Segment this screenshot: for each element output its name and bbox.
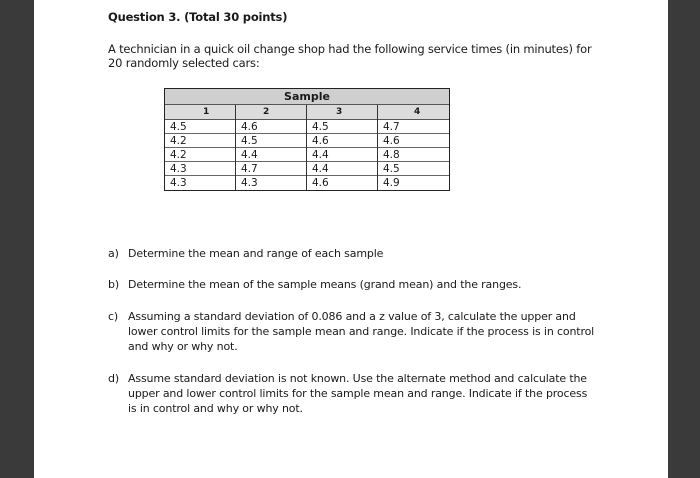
table-cell: 4.7 bbox=[236, 162, 306, 176]
part-text: Determine the mean of the sample means (grand mean) and the ranges. bbox=[128, 278, 522, 291]
part-label: d) bbox=[108, 372, 119, 385]
part-label: a) bbox=[108, 247, 119, 260]
part-text: Determine the mean and range of each sample bbox=[128, 247, 384, 260]
table-cell: 4.2 bbox=[165, 148, 235, 162]
table-cell: 4.9 bbox=[383, 177, 400, 189]
sample-header-label: Sample bbox=[284, 90, 330, 103]
part-d bbox=[108, 371, 596, 417]
part-b bbox=[108, 277, 596, 292]
left-dark-border bbox=[0, 0, 34, 478]
table-cell: 4.6 bbox=[312, 177, 329, 189]
question-intro: A technician in a quick oil change shop had the following service times (in minutes) for 20 randomly selected cars: bbox=[108, 42, 592, 70]
table-cell: 4.6 bbox=[307, 134, 377, 148]
part-c bbox=[108, 309, 596, 355]
table-sample-header bbox=[165, 89, 449, 105]
column-header: 4 bbox=[378, 105, 449, 120]
table-cell: 4.4 bbox=[307, 148, 377, 162]
sample-column-2 bbox=[236, 105, 307, 190]
table-cell: 4.8 bbox=[378, 148, 449, 162]
right-dark-border bbox=[668, 0, 700, 478]
table-cell: 4.5 bbox=[236, 134, 306, 148]
table-cell: 4.2 bbox=[165, 134, 235, 148]
table-cell: 4.3 bbox=[165, 162, 235, 176]
table-cell: 4.6 bbox=[378, 134, 449, 148]
service-times-table bbox=[164, 88, 450, 191]
part-text: Assume standard deviation is not known. Use the alternate method and calculate the upper and lower control limits for the sample mean and range. Indicate if the process is in control and why or why not. bbox=[128, 372, 588, 415]
table-cell: 4.5 bbox=[378, 162, 449, 176]
part-label: b) bbox=[108, 278, 119, 291]
part-label: c) bbox=[108, 310, 119, 323]
sample-column-4 bbox=[378, 105, 449, 190]
column-header: 3 bbox=[307, 105, 377, 120]
column-header: 2 bbox=[236, 105, 306, 120]
table-cell: 4.4 bbox=[307, 162, 377, 176]
table-cell: 4.5 bbox=[165, 120, 235, 134]
table-cell: 4.3 bbox=[241, 177, 258, 189]
table-cell: 4.3 bbox=[170, 177, 187, 189]
part-a bbox=[108, 246, 596, 261]
sample-column-3 bbox=[307, 105, 378, 190]
table-cell: 4.6 bbox=[236, 120, 306, 134]
column-header: 1 bbox=[165, 105, 235, 120]
table-cell: 4.7 bbox=[378, 120, 449, 134]
table-cell: 4.4 bbox=[236, 148, 306, 162]
part-text: Assuming a standard deviation of 0.086 and a z value of 3, calculate the upper and lower control limits for the sample mean and range. Indicate if the process is in control and why or why not. bbox=[128, 310, 595, 353]
sample-column-1 bbox=[165, 105, 236, 190]
question-title: Question 3. (Total 30 points) bbox=[108, 10, 288, 24]
table-cell: 4.5 bbox=[307, 120, 377, 134]
